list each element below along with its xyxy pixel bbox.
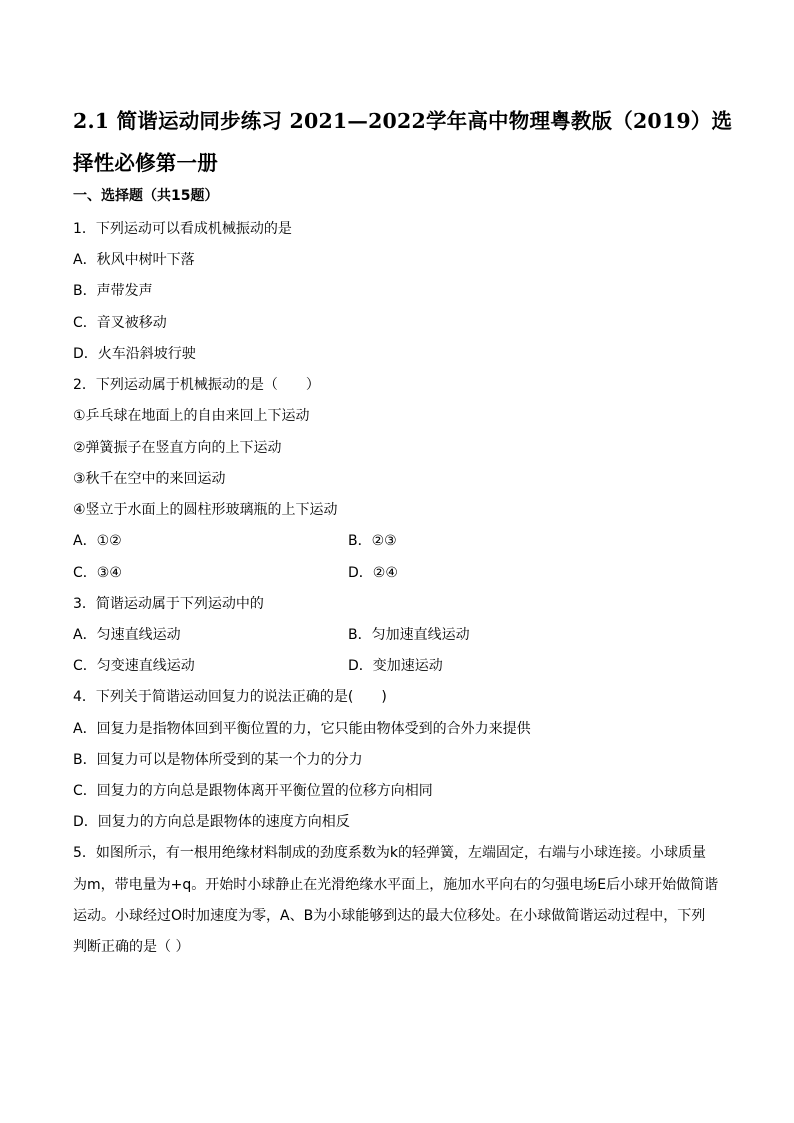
question-4-option-b: B．回复力可以是物体所受到的某一个力的分力 <box>73 752 363 768</box>
question-4-option-c: C．回复力的方向总是跟物体离开平衡位置的位移方向相同 <box>73 783 433 799</box>
question-2-option-a: A．①② <box>73 533 122 549</box>
question-2-statement-1: ①乒乓球在地面上的自由来回上下运动 <box>73 408 310 424</box>
question-2-option-d: D．②④ <box>348 565 398 581</box>
question-2-statement-3: ③秋千在空中的来回运动 <box>73 471 226 487</box>
question-2-stem: 2．下列运动属于机械振动的是（ ） <box>73 377 320 393</box>
question-1-option-c: C．音叉被移动 <box>73 315 167 331</box>
document-title: 2.1 简谐运动同步练习 2021—2022学年高中物理粤教版（2019）选择性必修第一册 <box>73 109 733 175</box>
question-5-line-2: 为m，带电量为+q。开始时小球静止在光滑绝缘水平面上，施加水平向右的匀强电场E后小球开始做简谐 <box>73 877 719 893</box>
question-5-line-1: 5．如图所示，有一根用绝缘材料制成的劲度系数为k的轻弹簧，左端固定，右端与小球连接。小球质量 <box>73 845 707 861</box>
question-5-line-3: 运动。小球经过O时加速度为零，A、B为小球能够到达的最大位移处。在小球做简谐运动过程中，下列 <box>73 908 706 924</box>
question-3-stem: 3．简谐运动属于下列运动中的 <box>73 596 264 612</box>
question-1-option-d: D．火车沿斜坡行驶 <box>73 346 196 362</box>
question-3-option-d: D．变加速运动 <box>348 658 443 674</box>
question-2-statement-4: ④竖立于水面上的圆柱形玻璃瓶的上下运动 <box>73 502 338 518</box>
question-5-line-4: 判断正确的是（ ） <box>73 939 190 955</box>
question-3-option-c: C．匀变速直线运动 <box>73 658 195 674</box>
question-3-option-a: A．匀速直线运动 <box>73 627 181 643</box>
question-1-stem: 1．下列运动可以看成机械振动的是 <box>73 221 292 237</box>
question-2-option-b: B．②③ <box>348 533 397 549</box>
question-4-option-a: A．回复力是指物体回到平衡位置的力，它只能由物体受到的合外力来提供 <box>73 721 531 737</box>
question-1-option-b: B．声带发声 <box>73 283 153 299</box>
question-2-statement-2: ②弹簧振子在竖直方向的上下运动 <box>73 440 282 456</box>
question-2-option-c: C．③④ <box>73 565 122 581</box>
question-4-option-d: D．回复力的方向总是跟物体的速度方向相反 <box>73 814 350 830</box>
question-3-option-b: B．匀加速直线运动 <box>348 627 470 643</box>
question-1-option-a: A．秋风中树叶下落 <box>73 252 195 268</box>
question-4-stem: 4．下列关于简谐运动回复力的说法正确的是( ) <box>73 689 387 705</box>
section-heading: 一、选择题（共15题） <box>73 188 219 204</box>
